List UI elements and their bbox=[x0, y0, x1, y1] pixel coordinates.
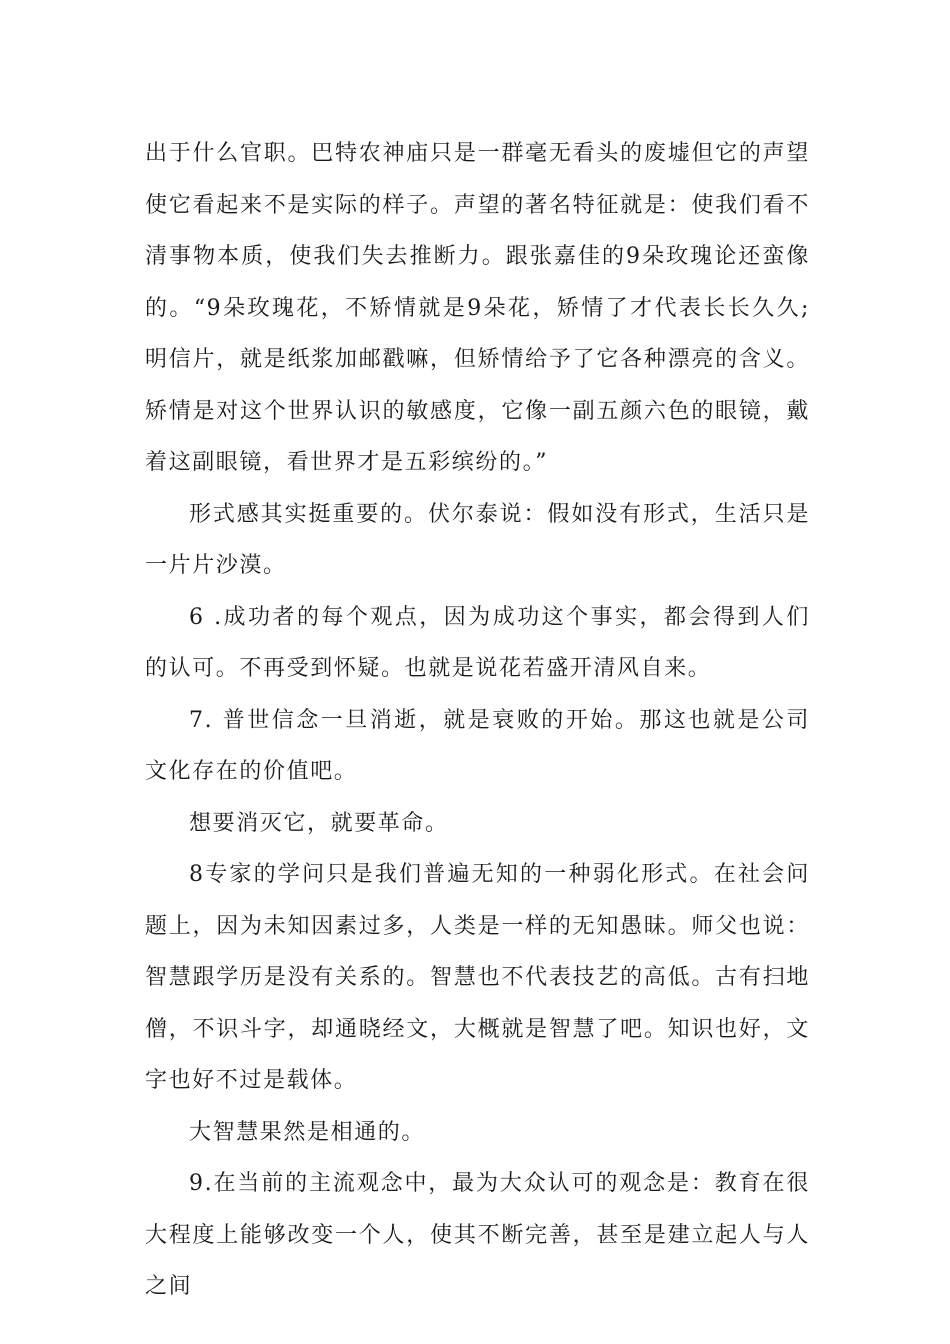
paragraph-8: 9.在当前的主流观念中，最为大众认可的观念是：教育在很大程度上能够改变一个人，使其不断完善，甚至是建立起人与人之间 bbox=[145, 1171, 810, 1299]
paragraph-1: 出于什么官职。巴特农神庙只是一群毫无看头的废墟但它的声望使它看起来不是实际的样子。声望的著名特征就是：使我们看不清事物本质，使我们失去推断力。跟张嘉佳的9朵玫瑰论还蛮像的。“9朵玫瑰花，不矫情就是9朵花，矫情了才代表长长久久;明信片，就是纸浆加邮戳嘛，但矫情给予了它各种漂亮的含义。矫情是对这个世界认识的敏感度，它像一副五颜六色的眼镜，戴着这副眼镜，看世界才是五彩缤纷的。” bbox=[145, 141, 810, 475]
paragraph-4: 7. 普世信念一旦消逝，就是衰败的开始。那这也就是公司文化存在的价值吧。 bbox=[145, 707, 810, 784]
paragraph-3: 6 .成功者的每个观点，因为成功这个事实，都会得到人们的认可。不再受到怀疑。也就是说花若盛开清风自来。 bbox=[145, 604, 810, 681]
paragraph-2: 形式感其实挺重要的。伏尔泰说：假如没有形式，生活只是一片片沙漠。 bbox=[145, 501, 810, 578]
paragraph-7: 大智慧果然是相通的。 bbox=[189, 1119, 426, 1145]
paragraph-5: 想要消灭它，就要革命。 bbox=[189, 810, 449, 836]
document-body bbox=[145, 128, 810, 1313]
paragraph-6: 8专家的学问只是我们普遍无知的一种弱化形式。在社会问题上，因为未知因素过多，人类是一样的无知愚昧。师父也说：智慧跟学历是没有关系的。智慧也不代表技艺的高低。古有扫地僧，不识斗字，却通晓经文，大概就是智慧了吧。知识也好，文字也好不过是载体。 bbox=[145, 862, 810, 1093]
